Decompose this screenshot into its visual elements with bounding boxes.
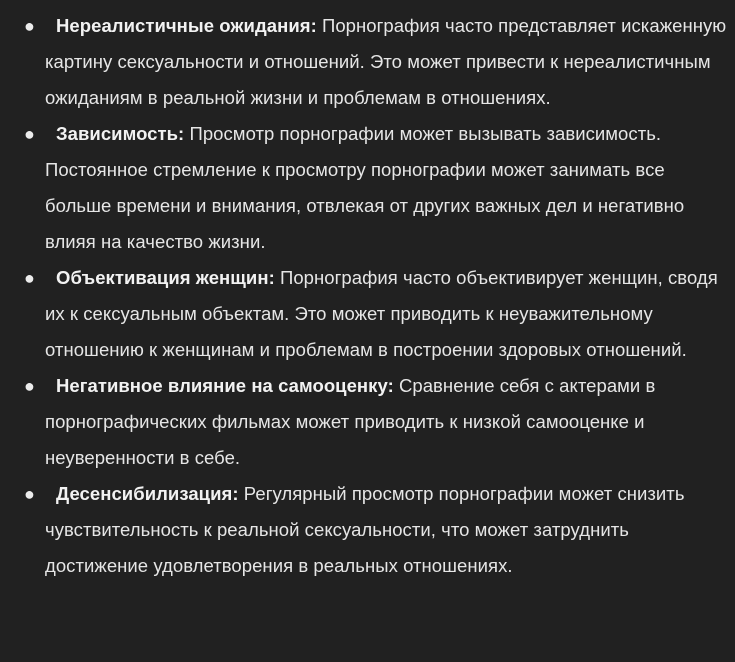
list-item: [24, 116, 735, 260]
list-item-term: Объективация женщин:: [56, 267, 275, 288]
list-item-term: Негативное влияние на самооценку:: [56, 375, 394, 396]
list-item-text: Сравнение себя с актерами в порнографических фильмах может приводить к низкой самооценке и неуверенности в себе.: [45, 375, 656, 468]
bullet-icon: ●: [24, 484, 35, 504]
bullet-icon: ●: [24, 376, 35, 396]
list-item-text: Порнография часто представляет искаженную картину сексуальности и отношений. Это может привести к нереалистичным ожиданиям в реальной жизни и проблемам в отношениях.: [45, 15, 727, 108]
list-item: [24, 8, 735, 116]
list-item-text: Порнография часто объективирует женщин, сводя их к сексуальным объектам. Это может приводить к неуважительному отношению к женщинам и проблемам в построении здоровых отношений.: [45, 267, 718, 360]
list-item-text: Регулярный просмотр порнографии может снизить чувствительность к реальной сексуальности, что может затруднить достижение удовлетворения в реальных отношениях.: [45, 483, 685, 576]
bullet-icon: ●: [24, 268, 35, 288]
list-item-term: Зависимость:: [56, 123, 185, 144]
list-item-term: Десенсибилизация:: [56, 483, 239, 504]
bullet-list: [0, 8, 735, 584]
list-item: [24, 476, 735, 584]
bullet-icon: ●: [24, 124, 35, 144]
list-item: [24, 260, 735, 368]
list-item-term: Нереалистичные ожидания:: [56, 15, 317, 36]
list-item: [24, 368, 735, 476]
list-item-text: Просмотр порнографии может вызывать зависимость. Постоянное стремление к просмотру порнографии может занимать все больше времени и внимания, отвлекая от других важных дел и негативно влияя на качество жизни.: [45, 123, 685, 252]
bullet-icon: ●: [24, 16, 35, 36]
